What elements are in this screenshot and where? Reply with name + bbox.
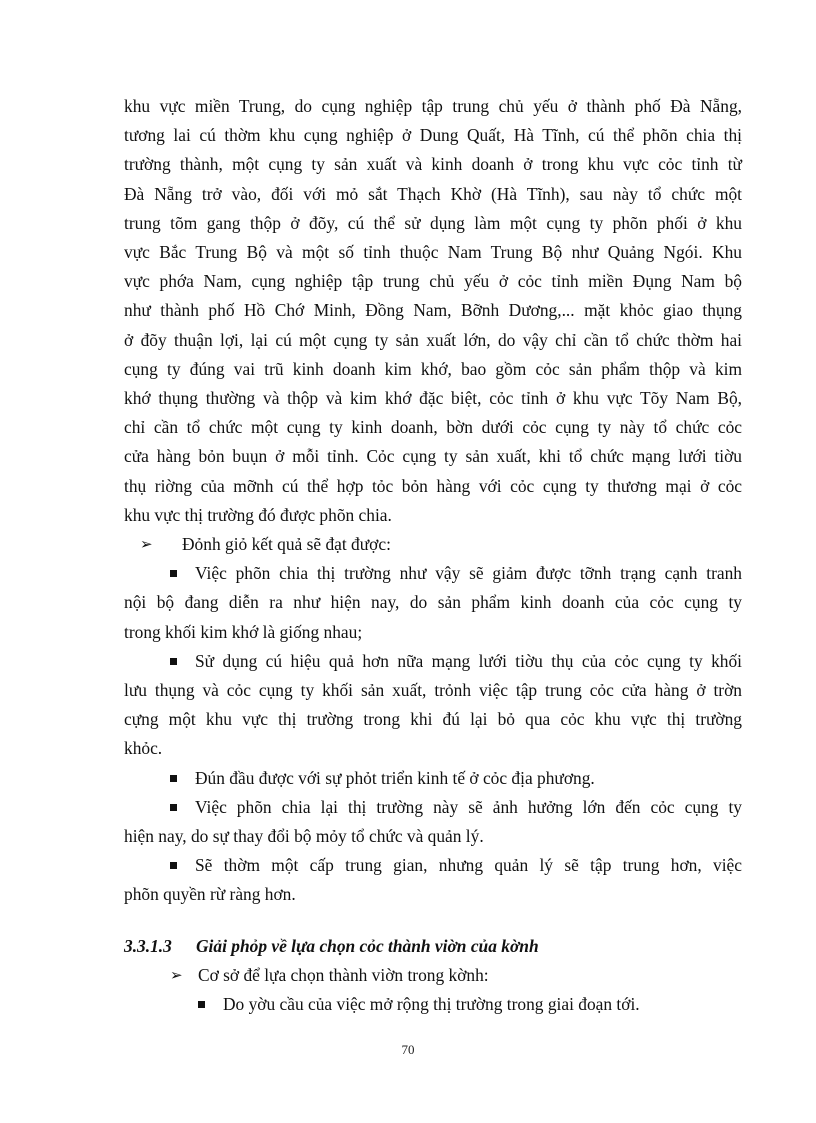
bullet-item <box>124 990 742 1019</box>
text-line: vực phớa Nam, cụng nghiệp tập trung chủ yếu ở cỏc tỉnh miền Đụng Nam bộ <box>124 271 742 292</box>
document-page <box>124 92 742 1019</box>
text-line: khu vực thị trường đó được phõn chia. <box>124 504 392 525</box>
evaluation-heading <box>124 530 742 559</box>
bullet-text: trong khối kim khớ là giống nhau; <box>124 621 363 642</box>
bullet-text: nội bộ đang diễn ra như hiện nay, do sản phẩm kinh doanh của cỏc cụng ty <box>124 592 742 613</box>
bullet-text: hiện nay, do sự thay đổi bộ mỏy tổ chức và quản lý. <box>124 826 484 847</box>
text-line: vực Bắc Trung Bộ và một số tỉnh thuộc Nam Trung Bộ như Quảng Ngói. Khu <box>124 242 742 263</box>
bullet-text: phõn quyền rừ ràng hơn. <box>124 884 296 905</box>
text-line: như thành phố Hồ Chớ Minh, Đồng Nam, Bỡnh Dương,... mặt khỏc giao thụng <box>124 300 742 321</box>
section-number: 3.3.1.3 <box>124 935 172 956</box>
square-bullet-icon <box>170 570 177 577</box>
bullet-item <box>124 793 742 851</box>
bullet-item <box>124 851 742 909</box>
bullet-text: lưu thụng và cỏc cụng ty khối sản xuất, trỏnh việc tập trung cỏc cửa hàng ở trờn <box>124 680 742 701</box>
square-bullet-icon <box>170 775 177 782</box>
text-line: khu vực miền Trung, do cụng nghiệp tập trung chủ yếu ở thành phố Đà Nẵng, <box>124 96 742 116</box>
bullet-text: Việc phõn chia thị trường như vậy sẽ giảm được tỡnh trạng cạnh tranh <box>195 563 742 584</box>
page-number: 70 <box>401 1042 415 1057</box>
bullet-text: Sử dụng cú hiệu quả hơn nữa mạng lưới tiờu thụ của cỏc cụng ty khối <box>195 650 742 671</box>
bullet-text: Do yờu cầu của việc mở rộng thị trường trong giai đoạn tới. <box>223 994 640 1015</box>
bullet-text: khỏc. <box>124 738 163 759</box>
section-heading <box>124 932 742 961</box>
arrow-bullet-icon: ➢ <box>140 535 153 554</box>
square-bullet-icon <box>170 658 177 665</box>
section-title: Giải phỏp về lựa chọn cỏc thành viờn của kờnh <box>196 935 539 956</box>
bullet-text: Sẽ thờm một cấp trung gian, nhưng quản lý sẽ tập trung hơn, việc <box>195 855 742 876</box>
square-bullet-icon <box>170 862 177 869</box>
criteria-heading-text: Cơ sở để lựa chọn thành viờn trong kờnh: <box>198 964 489 985</box>
text-line: cụng ty đúng vai trũ kinh doanh kim khớ, bao gồm cỏc sản phẩm thộp và kim <box>124 358 742 379</box>
text-line: tương lai cú thờm khu cụng nghiệp ở Dung Quất, Hà Tĩnh, cú thể phõn chia thị <box>124 125 742 146</box>
text-line: cửa hàng bỏn buụn ở mỗi tỉnh. Cỏc cụng ty sản xuất, khi tổ chức mạng lưới tiờu <box>124 446 742 467</box>
intro-paragraph <box>124 92 742 530</box>
text-line: Đà Nẵng trở vào, đối với mỏ sắt Thạch Khờ (Hà Tĩnh), sau này tổ chức một <box>124 183 742 204</box>
text-line: khớ thụng thường và thộp và kim khớ đặc biệt, cỏc tỉnh ở khu vực Tõy Nam Bộ, <box>124 388 742 409</box>
bullet-item <box>124 764 742 793</box>
square-bullet-icon <box>170 804 177 811</box>
text-line: trường thành, một cụng ty sản xuất và kinh doanh ở trong khu vực cỏc tỉnh từ <box>124 154 742 175</box>
text-line: chỉ cần tổ chức một cụng ty kinh doanh, bờn dưới cỏc cụng ty này tổ chức cỏc <box>124 417 742 438</box>
square-bullet-icon <box>198 1001 205 1008</box>
evaluation-heading-text: Đỏnh giỏ kết quả sẽ đạt được: <box>182 534 391 555</box>
bullet-item <box>124 559 742 647</box>
text-line: trung tõm gang thộp ở đõy, cú thể sử dụng làm một cụng ty phõn phối ở khu <box>124 212 742 233</box>
bullet-text: cựng một khu vực thị trường trong khi đú lại bỏ qua cỏc khu vực thị trường <box>124 709 742 730</box>
bullet-text: Việc phõn chia lại thị trường này sẽ ảnh hưởng lớn đến cỏc cụng ty <box>195 796 742 817</box>
arrow-bullet-icon: ➢ <box>170 965 183 984</box>
criteria-heading <box>124 961 742 990</box>
bullet-item <box>124 647 742 764</box>
text-line: thụ riờng của mỡnh cú thể hợp tỏc bỏn hàng với cỏc cụng ty thương mại ở cỏc <box>124 475 742 496</box>
bullet-text: Đún đầu được với sự phỏt triển kinh tế ở cỏc địa phương. <box>195 767 595 788</box>
text-line: ở đõy thuận lợi, lại cú một cụng ty sản xuất lớn, do vậy chỉ cần tổ chức thờm hai <box>124 329 742 350</box>
